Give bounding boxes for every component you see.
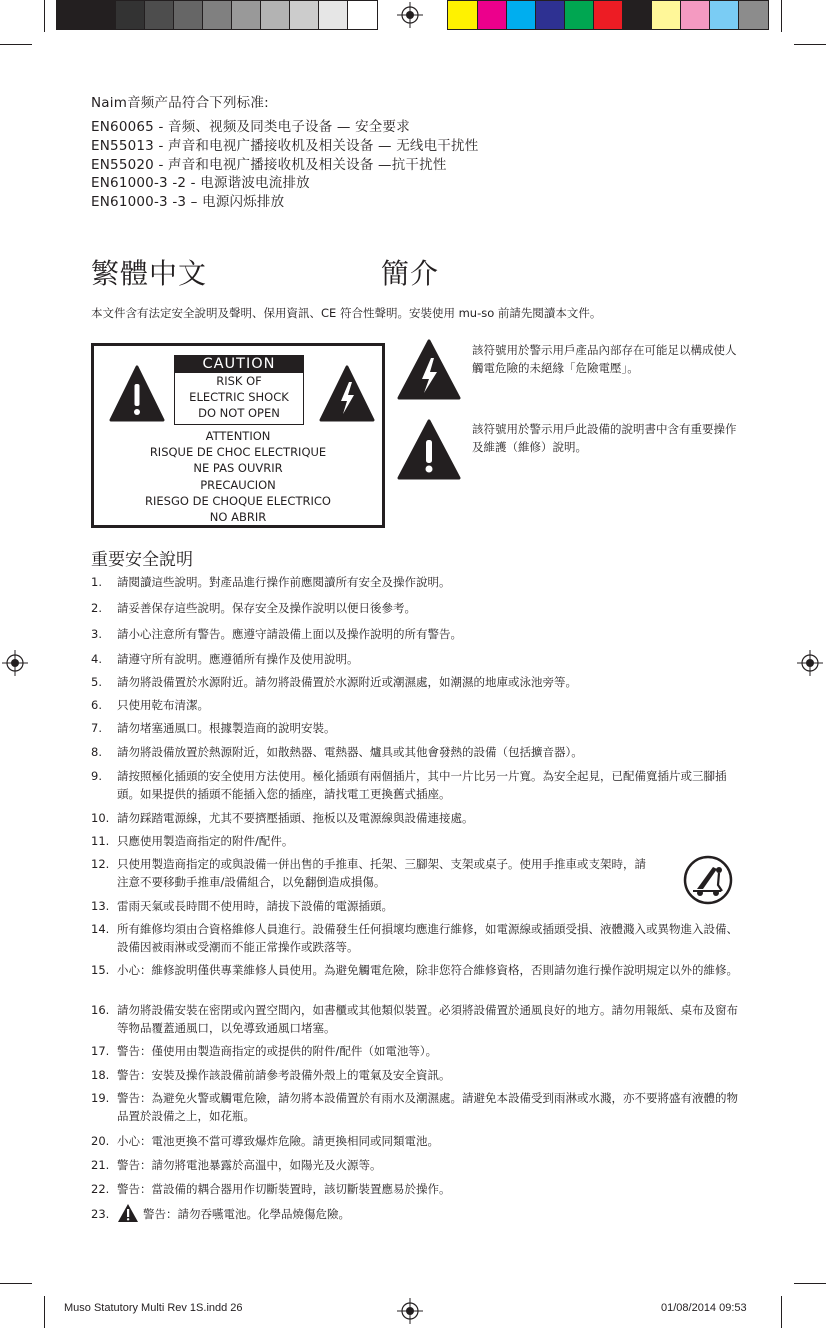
item-text: 警告：當設備的耦合器用作切斷裝置時，該切斷裝置應易於操作。: [117, 1182, 451, 1196]
crop-mark: [781, 0, 782, 32]
registration-mark-icon: [2, 650, 28, 676]
item-number: 4.: [91, 652, 102, 666]
exclamation-triangle-icon: [396, 418, 462, 482]
list-item: [91, 625, 741, 643]
item-number: 3.: [91, 627, 102, 641]
standard-line: EN61000-3 -2 - 电源谐波电流排放: [91, 175, 310, 191]
item-text: 請按照極化插頭的安全使用方法使用。極化插頭有兩個插片，其中一片比另一片寬。為安全起見，已配備寬插片或三腳插頭。如果提供的插頭不能插入您的插座，請找電工更換舊式插座。: [117, 769, 727, 801]
color-swatch: [565, 1, 594, 29]
item-text: 警告：僅使用由製造商指定的或提供的附件/配件（如電池等）。: [117, 1044, 438, 1058]
color-swatch: [623, 1, 652, 29]
list-item: [91, 696, 741, 714]
slug-timestamp: 01/08/2014 09:53: [661, 1302, 747, 1314]
item-text: 警告：安裝及操作該設備前請參考設備外殼上的電氣及安全資訊。: [117, 1068, 451, 1082]
item-text: 請勿踩踏電源線，尤其不要擠壓插頭、拖板以及電源線與設備連接處。: [117, 811, 474, 825]
caution-line: ELECTRIC SHOCK: [189, 390, 289, 404]
item-number: 20.: [91, 1134, 110, 1148]
list-item: [91, 832, 741, 850]
item-text: 請閱讀這些說明。對產品進行操作前應閱讀所有安全及操作說明。: [117, 575, 451, 589]
caution-line: NO ABRIR: [209, 510, 267, 525]
item-number: 23.: [91, 1207, 110, 1221]
item-text: 只使用乾布清潔。: [117, 698, 209, 712]
item-number: 1.: [91, 575, 102, 589]
registration-mark-icon: [397, 2, 423, 28]
crop-mark: [781, 1296, 782, 1328]
item-text: 雷雨天氣或長時間不使用時，請拔下設備的電源插頭。: [117, 899, 393, 913]
item-text: 請小心注意所有警告。應遵守請設備上面以及操作說明的所有警告。: [117, 627, 462, 641]
item-text: 請勿將設備置於水源附近。請勿將設備置於水源附近或潮濕處，如潮濕的地庫或泳池旁等。: [117, 675, 577, 689]
list-item: [91, 767, 741, 803]
list-item: [91, 743, 741, 761]
item-number: 8.: [91, 745, 102, 759]
gray-swatch: [290, 1, 319, 29]
crop-mark: [0, 44, 32, 45]
list-item: [91, 1042, 741, 1060]
gray-swatch: [57, 1, 87, 29]
item-number: 6.: [91, 698, 102, 712]
gray-swatch: [261, 1, 290, 29]
crop-mark: [44, 1296, 45, 1328]
list-item: [91, 573, 741, 591]
caution-multilingual: [94, 428, 382, 525]
registration-mark-icon: [797, 650, 823, 676]
caution-line: RISQUE DE CHOC ELECTRIQUE: [149, 445, 327, 460]
item-text: 請勿將設備安裝在密閉或內置空間內，如書櫃或其他類似裝置。必須將設備置於通風良好的地方。請勿用報紙、桌布及窗布等物品覆蓋通風口，以免導致通風口堵塞。: [117, 1003, 738, 1035]
caution-line: RISK OF: [216, 374, 262, 388]
list-item: [91, 719, 741, 737]
standard-line: EN61000-3 -3 – 电源闪烁排放: [91, 194, 285, 210]
item-text: 警告：為避免火警或觸電危險，請勿將本設備置於有雨水及潮濕處。請避免本設備受到雨淋或水濺，亦不要將盛有液體的物品置於設備之上，如花瓶。: [117, 1091, 738, 1123]
list-item: [91, 1205, 741, 1223]
item-text: 警告：請勿將電池暴露於高溫中，如陽光及火源等。: [117, 1158, 382, 1172]
item-number: 9.: [91, 769, 102, 783]
item-number: 17.: [91, 1044, 110, 1058]
item-number: 13.: [91, 899, 110, 913]
color-swatch: [507, 1, 536, 29]
gray-swatch: [87, 1, 116, 29]
color-swatch: [681, 1, 710, 29]
item-number: 22.: [91, 1182, 110, 1196]
list-item: [91, 897, 741, 915]
item-text: 請妥善保存這些說明。保存安全及操作說明以便日後參考。: [117, 601, 416, 615]
list-item: [91, 855, 651, 891]
item-text: 請勿堵塞通風口。根據製造商的說明安裝。: [117, 721, 336, 735]
standard-line: EN55013 - 声音和电视广播接收机及相关设备 — 无线电干扰性: [91, 138, 479, 154]
lightning-triangle-icon: [318, 364, 376, 424]
list-item: [91, 599, 741, 617]
item-number: 15.: [91, 963, 110, 977]
crop-mark: [0, 1283, 32, 1284]
item-number: 19.: [91, 1091, 110, 1105]
color-swatch: [739, 1, 768, 29]
item-number: 12.: [91, 857, 110, 871]
item-number: 5.: [91, 675, 102, 689]
item-number: 10.: [91, 811, 110, 825]
warning-triangle-icon: [117, 1203, 139, 1223]
item-number: 14.: [91, 922, 110, 936]
color-swatch: [652, 1, 681, 29]
item-number: 16.: [91, 1003, 110, 1017]
list-item: [91, 1156, 741, 1174]
item-number: 11.: [91, 834, 110, 848]
caution-line: DO NOT OPEN: [198, 406, 280, 420]
list-item: [91, 1132, 741, 1150]
color-swatch: [710, 1, 739, 29]
item-text: 只應使用製造商指定的附件/配件。: [117, 834, 294, 848]
color-swatch: [594, 1, 623, 29]
list-item: [91, 1180, 741, 1198]
list-item: [91, 673, 741, 691]
item-number: 21.: [91, 1158, 110, 1172]
list-item: [91, 1066, 741, 1084]
lightning-triangle-icon: [396, 338, 462, 402]
list-item: [91, 1089, 741, 1125]
gray-swatch: [232, 1, 261, 29]
standard-line: EN60065 - 音频、视频及同类电子设备 — 安全要求: [91, 119, 410, 135]
standard-line: EN55020 - 声音和电视广播接收机及相关设备 —抗干扰性: [91, 157, 447, 173]
item-number: 2.: [91, 601, 102, 615]
list-item: [91, 1001, 741, 1037]
item-text: 小心：維修說明僅供專業維修人員使用。為避免觸電危險，除非您符合維修資格，否則請勿進行操作說明規定以外的維修。: [117, 963, 738, 977]
caution-line: PRECAUCION: [200, 477, 276, 492]
caution-inner-box: [174, 355, 304, 425]
registration-mark-icon: [397, 1298, 423, 1324]
lightning-symbol-note: 該符號用於警示用戶產品內部存在可能足以構成使人觸電危險的未絕緣「危險電壓」。: [472, 343, 737, 375]
standards-heading: Naim音频产品符合下列标准:: [91, 95, 269, 111]
caution-line: NE PAS OUVRIR: [193, 461, 283, 476]
list-item: [91, 961, 741, 979]
item-text: 請遵守所有說明。應遵循所有操作及使用說明。: [117, 652, 359, 666]
item-text: 請勿將設備放置於熱源附近，如散熱器、電熱器、爐具或其他會發熱的設備（包括擴音器）。: [117, 745, 583, 759]
list-item: [91, 920, 741, 956]
crop-mark: [794, 1283, 826, 1284]
process-color-bar: [447, 0, 769, 30]
crop-mark: [44, 0, 45, 32]
item-text: 只使用製造商指定的或與設備一併出售的手推車、托架、三腳架、支架或桌子。使用手推車或支架時，請注意不要移動手推車/設備組合，以免翻倒造成損傷。: [117, 857, 646, 889]
item-text: 警告：請勿吞嚥電池。化學品燒傷危險。: [143, 1207, 350, 1221]
gray-swatch: [145, 1, 174, 29]
gray-swatch: [319, 1, 348, 29]
exclamation-symbol-note: 該符號用於警示用戶此設備的說明書中含有重要操作及維護（維修）說明。: [472, 422, 737, 454]
caution-line: RIESGO DE CHOQUE ELECTRICO: [145, 493, 331, 508]
crop-mark: [794, 44, 826, 45]
grayscale-color-bar: [56, 0, 378, 30]
warning-triangle-icon: [108, 364, 166, 424]
gray-swatch: [116, 1, 145, 29]
caution-label: [91, 343, 385, 528]
slug-filename: Muso Statutory Multi Rev 1S.indd 26: [64, 1302, 243, 1314]
item-text: 所有維修均須由合資格維修人員進行。設備發生任何損壞均應進行維修，如電源線或插頭受損、液體濺入或異物進入設備、設備因被雨淋或受潮而不能正常操作或跌落等。: [117, 922, 738, 954]
caution-banner: CAUTION: [175, 356, 303, 373]
gray-swatch: [348, 1, 377, 29]
list-item: [91, 650, 741, 668]
safety-title: 重要安全說明: [91, 550, 193, 570]
item-number: 7.: [91, 721, 102, 735]
language-title: 繁體中文: [91, 257, 208, 290]
gray-swatch: [203, 1, 232, 29]
color-swatch: [448, 1, 478, 29]
intro-text: 本文件含有法定安全說明及聲明、保用資訊、CE 符合性聲明。安裝使用 mu-so 前請先閱讀本文件。: [91, 306, 602, 320]
item-number: 18.: [91, 1068, 110, 1082]
color-swatch: [478, 1, 507, 29]
list-item: [91, 809, 741, 827]
gray-swatch: [174, 1, 203, 29]
item-text: 小心：電池更換不當可導致爆炸危險。請更換相同或同類電池。: [117, 1134, 439, 1148]
caution-line: ATTENTION: [205, 429, 271, 443]
color-swatch: [536, 1, 565, 29]
section-title: 簡介: [381, 257, 440, 290]
